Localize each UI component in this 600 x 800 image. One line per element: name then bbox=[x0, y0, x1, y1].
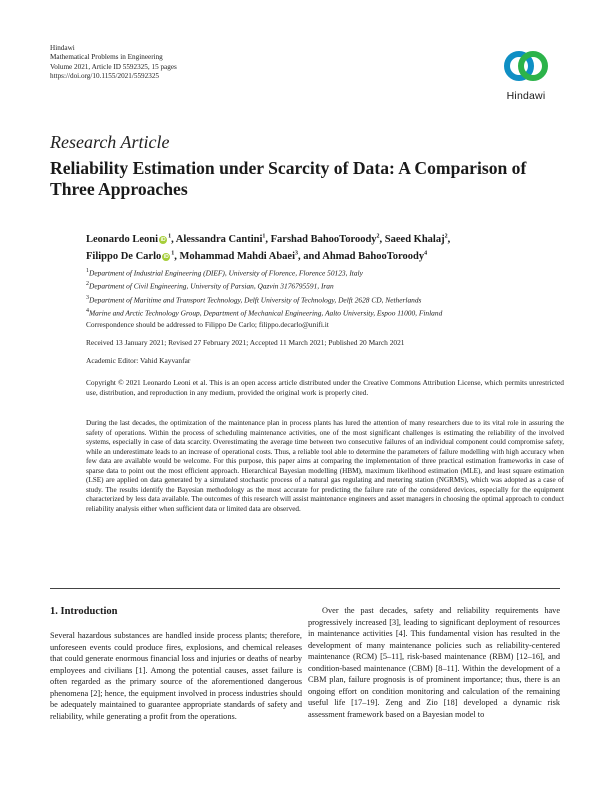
doi-link[interactable]: https://doi.org/10.1155/2021/5592325 bbox=[50, 71, 160, 80]
volume-line: Volume 2021, Article ID 5592325, 15 pages bbox=[50, 62, 177, 71]
intro-paragraph-left: Several hazardous substances are handled inside process plants; therefore, unforeseen events could produce fires, explosions, and chemical releases that could generate enormous financial loss and injuries or deaths of nearby employees and civilians [1]. Among the potential causes, asset failure is often regarded as the primary source of the aforementioned dangerous phenomena [2]; hence, the equipment involved in process industries should be adequately maintained to guarantee appropriate standards of safety and reliability, while generating a profit from the operations. bbox=[50, 631, 302, 721]
publication-dates: Received 13 January 2021; Revised 27 February 2021; Accepted 11 March 2021; Published 20 March 2021 bbox=[86, 338, 405, 347]
author-item: Saeed Khalaj$^2$, bbox=[384, 233, 451, 245]
hindawi-logo-icon bbox=[498, 46, 554, 88]
author-name: Farshad BahooToroody bbox=[270, 233, 377, 245]
author-item: Leonardo Leoni $iD^1$, bbox=[86, 233, 176, 245]
orcid-icon[interactable]: iD bbox=[160, 236, 166, 243]
hindawi-logo bbox=[498, 46, 554, 106]
author-item: Alessandra Cantini$^1$, bbox=[175, 233, 271, 245]
affiliation-item: $^1$Department of Industrial Engineering (DIEF), University of Florence, Florence 50123, Italy bbox=[86, 268, 363, 278]
journal-name: Mathematical Problems in Engineering bbox=[50, 53, 163, 62]
article-type: Research Article bbox=[50, 132, 170, 152]
logo-wordmark: Hindawi bbox=[506, 90, 546, 102]
intro-paragraph-right: Over the past decades, safety and reliability requirements have progressively increased [3], leading to significant deployment of resources in maintenance activities [4]. This fundamental vision has resulted in the development of many maintenance policies such as reliability-centered maintenance (RCM) [5–11], risk-based maintenance (RBM) [12–16], and condition-based maintenance (CBM) [8–11]. Within the development of a CBM plan, failure prognosis is of prominent importance; thus, there is an ongoing effort on condition monitoring and calculation of the remaining useful life [17–19]. Zeng and Zio [18] developed a dynamic risk assessment framework based on a Bayesian model to bbox=[308, 606, 560, 719]
academic-editor: Academic Editor: Vahid Kayvanfar bbox=[86, 356, 191, 365]
orcid-icon[interactable]: iD bbox=[163, 254, 169, 260]
abstract: During the last decades, the optimization of the maintenance plan in process plants has lured the attention of many researchers due to its vital role in assuring the safety of operations. Within the process of scheduling maintenance activities, one of the most significant challenges is estimating the reliability of the involved systems, especially in case of data scarcity. Overestimating the average time between two consecutive failures of an individual component could compromise safety, while an underestimate leads to an increase of operational costs. Thus, a reliable tool able to determine the parameters of failure modelling with high accuracy when few data are available would be welcome. For this purpose, this paper aims at comparing the implementation of three practical estimation frameworks in case of sparse data to point out the most efficient approach. Hierarchical Bayesian modelling (HBM), maximum likelihood estimation (MLE), and least square estimation (LSE) are applied on data generated by a simulated stochastic process of a natural gas regulating and metering station (NGRMS), which was adopted as a case of study. The results identify the Bayesian methodology as the most accurate for predicting the failure rate of the considered devices, especially for the equipment characterized by less data available. The outcomes of this research will assist maintenance engineers and asset managers in choosing the optimal approach to conduct reliability analysis either when sufficient data or limited data are observed. bbox=[86, 419, 564, 513]
affiliation-item: $^3$Department of Maritime and Transport Technology, Delft University of Technology, Delft 2628 CD, Netherlands bbox=[86, 294, 422, 305]
section-heading: 1. Introduction bbox=[50, 606, 118, 617]
author-list bbox=[86, 229, 566, 264]
affiliation-list bbox=[86, 266, 566, 320]
author-name: Leonardo Leoni bbox=[86, 233, 159, 245]
journal-info bbox=[50, 44, 177, 81]
article-title: Reliability Estimation under Scarcity of Data: A Comparison of Three Approaches bbox=[50, 158, 527, 199]
author-item: Mohammad Mahdi Abaei$^3$, and bbox=[179, 250, 323, 262]
author-name: Alessandra Cantini bbox=[175, 233, 263, 245]
author-name: Filippo De Carlo bbox=[86, 251, 162, 262]
section-divider bbox=[50, 588, 560, 589]
correspondence: Correspondence should be addressed to Filippo De Carlo; filippo.decarlo@unifi.it bbox=[86, 320, 329, 329]
author-name: Ahmad BahooToroody bbox=[322, 251, 425, 262]
author-item: Filippo De Carlo $iD^1$, bbox=[86, 250, 180, 262]
author-name: Mohammad Mahdi Abaei bbox=[179, 251, 296, 262]
author-item: Ahmad BahooToroody$^4$ bbox=[322, 250, 428, 262]
publisher-name: Hindawi bbox=[50, 44, 75, 52]
author-item: Farshad BahooToroody$^2$, bbox=[270, 233, 385, 245]
copyright-notice: Copyright © 2021 Leonardo Leoni et al. This is an open access article distributed under the Creative Commons Attribution License, which permits unrestricted use, distribution, and reproduction in any medium, provided the original work is properly cited. bbox=[86, 378, 564, 398]
author-name: Saeed Khalaj bbox=[384, 233, 445, 245]
affiliation-item: $^4$Marine and Arctic Technology Group, Department of Mechanical Engineering, Aalto University, Espoo 11000, Finland bbox=[86, 308, 443, 318]
affiliation-item: $^2$Department of Civil Engineering, University of Parsian, Qazvin 3176795591, Iran bbox=[86, 281, 334, 291]
